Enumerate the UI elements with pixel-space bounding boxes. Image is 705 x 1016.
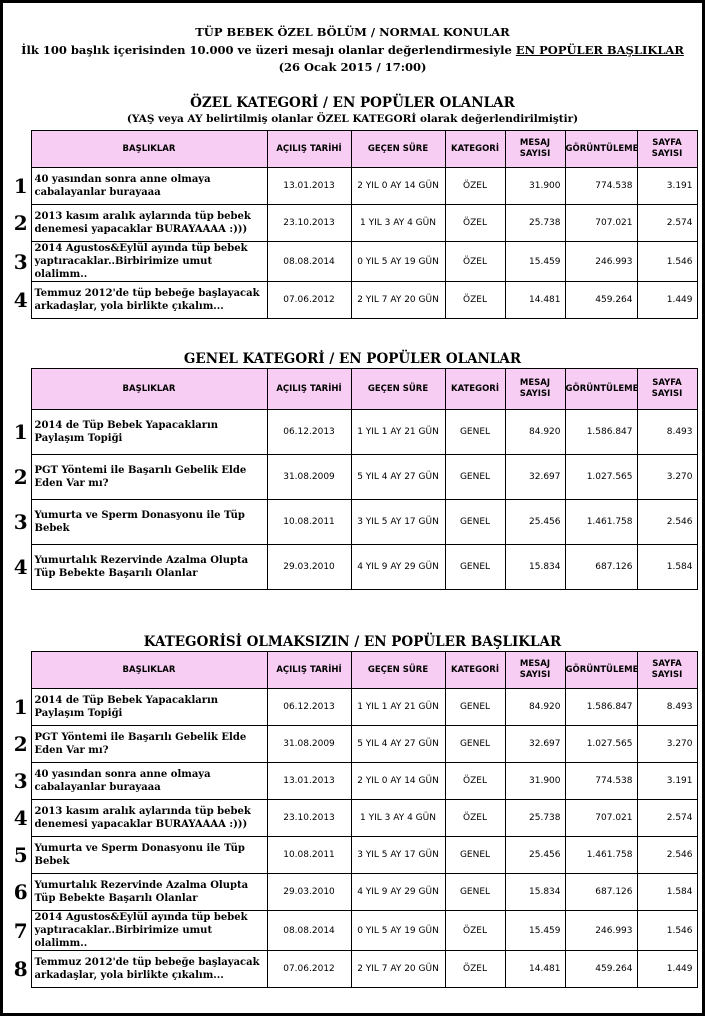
header-spacer — [11, 131, 31, 168]
header-col-kategori: KATEGORİ — [445, 652, 505, 689]
cell-title: Yumurtalık Rezervinde Azalma Olupta Tüp Bebekte Başarılı Olanlar — [31, 545, 267, 590]
cell-views: 1.027.565 — [565, 455, 637, 500]
cell-views: 687.126 — [565, 874, 637, 911]
rank-number: 4 — [13, 555, 28, 579]
cell-category: GENEL — [445, 689, 505, 726]
ranking-table — [11, 130, 698, 319]
cell-messages: 25.738 — [505, 205, 565, 242]
section-note-ozel: (YAŞ veya AY belirtilmiş olanlar ÖZEL KATEGORİ olarak değerlendirilmiştir) — [126, 113, 579, 125]
subtitle-underlined-text: EN POPÜLER BAŞLIKLAR — [515, 43, 684, 57]
table-header-row — [11, 369, 697, 410]
cell-pages: 3.191 — [637, 763, 697, 800]
rank-number: 2 — [13, 465, 28, 489]
cell-messages: 31.900 — [505, 168, 565, 205]
rank-number: 5 — [13, 843, 28, 867]
cell-date: 31.08.2009 — [267, 726, 351, 763]
cell-date: 07.06.2012 — [267, 951, 351, 988]
cell-elapsed: 0 YIL 5 AY 19 GÜN — [351, 242, 445, 282]
cell-category: ÖZEL — [445, 800, 505, 837]
cell-pages: 1.546 — [637, 242, 697, 282]
cell-category: GENEL — [445, 726, 505, 763]
header-col-kategori: KATEGORİ — [445, 369, 505, 410]
cell-category: ÖZEL — [445, 205, 505, 242]
cell-elapsed: 4 YIL 9 AY 29 GÜN — [351, 545, 445, 590]
cell-category: ÖZEL — [445, 951, 505, 988]
cell-messages: 15.459 — [505, 911, 565, 951]
cell-date: 29.03.2010 — [267, 874, 351, 911]
cell-views: 707.021 — [565, 205, 637, 242]
table-row — [11, 763, 697, 800]
cell-views: 1.586.847 — [565, 410, 637, 455]
cell-messages: 25.456 — [505, 837, 565, 874]
table-row — [11, 874, 697, 911]
header-col-basliklar: BAŞLIKLAR — [31, 131, 267, 168]
cell-category: ÖZEL — [445, 282, 505, 319]
cell-pages: 1.584 — [637, 545, 697, 590]
cell-title: 40 yasından sonra anne olmaya cabalayanlar burayaaa — [31, 168, 267, 205]
header-col-goruntuleme: GÖRÜNTÜLEME — [565, 131, 637, 168]
header-spacer — [11, 369, 31, 410]
cell-elapsed: 5 YIL 4 AY 27 GÜN — [351, 455, 445, 500]
cell-messages: 15.834 — [505, 874, 565, 911]
cell-pages: 3.270 — [637, 726, 697, 763]
header-col-sayfa-sayisi: SAYFA SAYISI — [637, 369, 697, 410]
cell-elapsed: 2 YIL 7 AY 20 GÜN — [351, 951, 445, 988]
table-row — [11, 282, 697, 319]
header-col-gecen-sure: GEÇEN SÜRE — [351, 369, 445, 410]
cell-views: 1.461.758 — [565, 500, 637, 545]
table-row — [11, 168, 697, 205]
cell-pages: 1.449 — [637, 282, 697, 319]
header-col-gecen-sure: GEÇEN SÜRE — [351, 131, 445, 168]
cell-pages: 8.493 — [637, 410, 697, 455]
document-date: (26 Ocak 2015 / 17:00) — [278, 60, 427, 74]
cell-category: GENEL — [445, 874, 505, 911]
cell-messages: 15.459 — [505, 242, 565, 282]
header-col-mesaj-sayisi: MESAJ SAYISI — [505, 369, 565, 410]
cell-title: Temmuz 2012'de tüp bebeğe başlayacak arkadaşlar, yola birlikte çıkalım... — [31, 282, 267, 319]
rank-number: 4 — [13, 806, 28, 830]
table-row — [11, 689, 697, 726]
rank-number: 8 — [13, 957, 28, 981]
rank-number: 2 — [13, 211, 28, 235]
cell-elapsed: 1 YIL 3 AY 4 GÜN — [351, 205, 445, 242]
cell-date: 06.12.2013 — [267, 410, 351, 455]
header-col-basliklar: BAŞLIKLAR — [31, 652, 267, 689]
cell-views: 1.461.758 — [565, 837, 637, 874]
cell-elapsed: 0 YIL 5 AY 19 GÜN — [351, 911, 445, 951]
cell-date: 08.08.2014 — [267, 911, 351, 951]
cell-elapsed: 3 YIL 5 AY 17 GÜN — [351, 837, 445, 874]
header-col-basliklar: BAŞLIKLAR — [31, 369, 267, 410]
section-genel — [11, 368, 698, 590]
cell-messages: 14.481 — [505, 951, 565, 988]
cell-category: ÖZEL — [445, 168, 505, 205]
cell-date: 23.10.2013 — [267, 800, 351, 837]
cell-pages: 1.449 — [637, 951, 697, 988]
cell-title: Yumurtalık Rezervinde Azalma Olupta Tüp Bebekte Başarılı Olanlar — [31, 874, 267, 911]
cell-title: 2014 Agustos&Eylül ayında tüp bebek yaptıracaklar..Birbirimize umut olalimm.. — [31, 911, 267, 951]
cell-elapsed: 1 YIL 1 AY 21 GÜN — [351, 689, 445, 726]
cell-messages: 84.920 — [505, 689, 565, 726]
cell-views: 246.993 — [565, 242, 637, 282]
cell-category: GENEL — [445, 837, 505, 874]
cell-category: GENEL — [445, 500, 505, 545]
table-row — [11, 455, 697, 500]
cell-date: 10.08.2011 — [267, 500, 351, 545]
cell-title: PGT Yöntemi ile Başarılı Gebelik Elde Eden Var mı? — [31, 726, 267, 763]
cell-messages: 14.481 — [505, 282, 565, 319]
table-row — [11, 242, 697, 282]
rank-number: 7 — [13, 918, 28, 943]
cell-pages: 8.493 — [637, 689, 697, 726]
header-col-mesaj-sayisi: MESAJ SAYISI — [505, 652, 565, 689]
cell-views: 246.993 — [565, 911, 637, 951]
cell-date: 08.08.2014 — [267, 242, 351, 282]
cell-date: 13.01.2013 — [267, 168, 351, 205]
cell-views: 774.538 — [565, 168, 637, 205]
rank-number: 2 — [13, 732, 28, 756]
cell-pages: 2.574 — [637, 800, 697, 837]
cell-date: 10.08.2011 — [267, 837, 351, 874]
cell-category: GENEL — [445, 545, 505, 590]
cell-pages: 1.584 — [637, 874, 697, 911]
header-col-sayfa-sayisi: SAYFA SAYISI — [637, 652, 697, 689]
header-col-sayfa-sayisi: SAYFA SAYISI — [637, 131, 697, 168]
rank-number: 4 — [13, 288, 28, 312]
section-title-ozel: ÖZEL KATEGORİ / EN POPÜLER OLANLAR — [190, 95, 515, 111]
rank-number: 3 — [13, 510, 28, 534]
cell-date: 06.12.2013 — [267, 689, 351, 726]
cell-date: 29.03.2010 — [267, 545, 351, 590]
cell-date: 31.08.2009 — [267, 455, 351, 500]
subtitle-text: İlk 100 başlık içerisinden 10.000 ve üzeri mesajı olanlar değerlendirmesiyle — [21, 43, 516, 57]
table-row — [11, 410, 697, 455]
table-row — [11, 726, 697, 763]
cell-category: ÖZEL — [445, 763, 505, 800]
cell-views: 687.126 — [565, 545, 637, 590]
cell-category: ÖZEL — [445, 242, 505, 282]
cell-elapsed: 3 YIL 5 AY 17 GÜN — [351, 500, 445, 545]
cell-date: 23.10.2013 — [267, 205, 351, 242]
cell-elapsed: 2 YIL 0 AY 14 GÜN — [351, 763, 445, 800]
cell-title: 2013 kasım aralık aylarında tüp bebek denemesi yapacaklar BURAYAAAA :))) — [31, 800, 267, 837]
cell-title: Yumurta ve Sperm Donasyonu ile Tüp Bebek — [31, 837, 267, 874]
cell-pages: 1.546 — [637, 911, 697, 951]
cell-title: PGT Yöntemi ile Başarılı Gebelik Elde Eden Var mı? — [31, 455, 267, 500]
cell-messages: 25.738 — [505, 800, 565, 837]
cell-elapsed: 1 YIL 3 AY 4 GÜN — [351, 800, 445, 837]
rank-number: 1 — [13, 174, 28, 198]
header-col-mesaj-sayisi: MESAJ SAYISI — [505, 131, 565, 168]
cell-messages: 25.456 — [505, 500, 565, 545]
cell-title: Temmuz 2012'de tüp bebeğe başlayacak arkadaşlar, yola birlikte çıkalım... — [31, 951, 267, 988]
cell-elapsed: 1 YIL 1 AY 21 GÜN — [351, 410, 445, 455]
section-title-genel: GENEL KATEGORİ / EN POPÜLER OLANLAR — [183, 351, 522, 367]
document-title: TÜP BEBEK ÖZEL BÖLÜM / NORMAL KONULAR — [195, 25, 510, 39]
table-header-row — [11, 652, 697, 689]
cell-elapsed: 2 YIL 7 AY 20 GÜN — [351, 282, 445, 319]
table-header-row — [11, 131, 697, 168]
header-col-goruntuleme: GÖRÜNTÜLEME — [565, 369, 637, 410]
cell-category: ÖZEL — [445, 911, 505, 951]
header-col-acilis-tarihi: AÇILIŞ TARİHİ — [267, 131, 351, 168]
cell-elapsed: 4 YIL 9 AY 29 GÜN — [351, 874, 445, 911]
header-col-kategori: KATEGORİ — [445, 131, 505, 168]
section-ozel — [11, 130, 698, 319]
section-title-tumu: KATEGORİSİ OLMAKSIZIN / EN POPÜLER BAŞLIKLAR — [143, 634, 562, 650]
section-tumu — [11, 651, 698, 988]
cell-title: 2014 de Tüp Bebek Yapacakların Paylaşım Topiği — [31, 410, 267, 455]
cell-views: 707.021 — [565, 800, 637, 837]
cell-messages: 32.697 — [505, 726, 565, 763]
cell-views: 459.264 — [565, 282, 637, 319]
document-subtitle — [3, 43, 702, 57]
cell-views: 459.264 — [565, 951, 637, 988]
table-row — [11, 911, 697, 951]
cell-title: 2014 de Tüp Bebek Yapacakların Paylaşım Topiği — [31, 689, 267, 726]
table-row — [11, 205, 697, 242]
table-row — [11, 800, 697, 837]
header-col-acilis-tarihi: AÇILIŞ TARİHİ — [267, 369, 351, 410]
cell-pages: 3.270 — [637, 455, 697, 500]
cell-pages: 2.574 — [637, 205, 697, 242]
cell-messages: 15.834 — [505, 545, 565, 590]
ranking-table — [11, 368, 698, 590]
cell-messages: 31.900 — [505, 763, 565, 800]
cell-messages: 84.920 — [505, 410, 565, 455]
cell-elapsed: 5 YIL 4 AY 27 GÜN — [351, 726, 445, 763]
rank-number: 3 — [13, 769, 28, 793]
cell-title: 2014 Agustos&Eylül ayında tüp bebek yaptıracaklar..Birbirimize umut olalimm.. — [31, 242, 267, 282]
rank-number: 1 — [13, 420, 28, 444]
cell-title: 2013 kasım aralık aylarında tüp bebek denemesi yapacaklar BURAYAAAA :))) — [31, 205, 267, 242]
cell-category: GENEL — [445, 410, 505, 455]
header-col-gecen-sure: GEÇEN SÜRE — [351, 652, 445, 689]
cell-views: 1.027.565 — [565, 726, 637, 763]
rank-number: 6 — [13, 880, 28, 904]
cell-date: 13.01.2013 — [267, 763, 351, 800]
table-row — [11, 545, 697, 590]
cell-title: 40 yasından sonra anne olmaya cabalayanlar burayaaa — [31, 763, 267, 800]
cell-messages: 32.697 — [505, 455, 565, 500]
table-row — [11, 837, 697, 874]
cell-date: 07.06.2012 — [267, 282, 351, 319]
cell-views: 774.538 — [565, 763, 637, 800]
header-spacer — [11, 652, 31, 689]
rank-number: 1 — [13, 695, 28, 719]
table-row — [11, 500, 697, 545]
cell-pages: 3.191 — [637, 168, 697, 205]
cell-category: GENEL — [445, 455, 505, 500]
cell-views: 1.586.847 — [565, 689, 637, 726]
cell-title: Yumurta ve Sperm Donasyonu ile Tüp Bebek — [31, 500, 267, 545]
table-row — [11, 951, 697, 988]
header-col-goruntuleme: GÖRÜNTÜLEME — [565, 652, 637, 689]
header-col-acilis-tarihi: AÇILIŞ TARİHİ — [267, 652, 351, 689]
ranking-table — [11, 651, 698, 988]
cell-elapsed: 2 YIL 0 AY 14 GÜN — [351, 168, 445, 205]
rank-number: 3 — [13, 249, 28, 274]
cell-pages: 2.546 — [637, 500, 697, 545]
cell-pages: 2.546 — [637, 837, 697, 874]
